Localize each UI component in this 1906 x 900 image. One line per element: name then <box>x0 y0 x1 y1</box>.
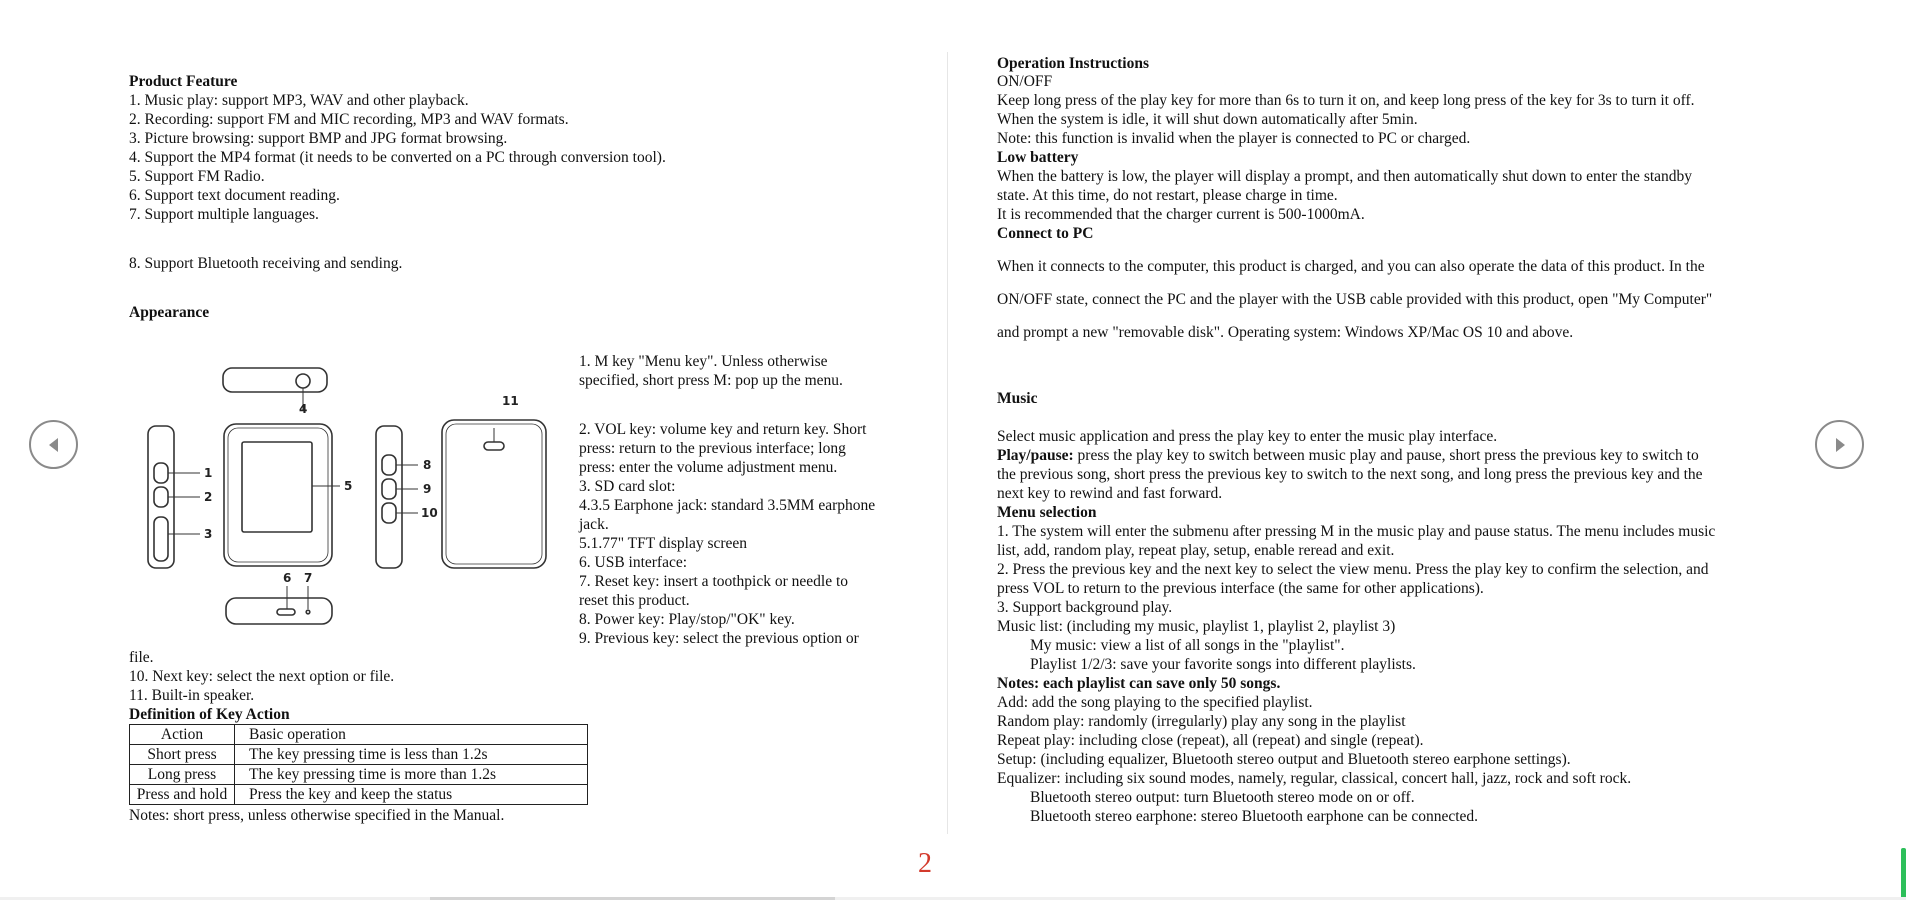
key-desc-line: press: return to the previous interface; long <box>579 440 846 457</box>
device-appearance-diagram <box>140 358 560 638</box>
key-desc-line: 10. Next key: select the next option or file. <box>129 668 395 685</box>
body-line: next key to rewind and fast forward. <box>997 485 1223 502</box>
table-header: Basic operation <box>235 725 588 745</box>
table-cell: The key pressing time is more than 1.2s <box>235 765 588 785</box>
body-line: Bluetooth stereo output: turn Bluetooth stereo mode on or off. <box>1030 789 1415 806</box>
table-cell: Press the key and keep the status <box>235 785 588 805</box>
body-line: Keep long press of the play key for more than 6s to turn it on, and keep long press of the key for 3s to turn it off. <box>997 92 1695 109</box>
reset-hole <box>306 610 310 614</box>
device-bottom-view <box>226 598 332 624</box>
low-battery-title: Low battery <box>997 149 1079 166</box>
key-desc-line: 7. Reset key: insert a toothpick or needle to <box>579 573 849 590</box>
table-header: Action <box>130 725 235 745</box>
body-line: list, add, random play, repeat play, setup, enable reread and exit. <box>997 542 1395 559</box>
table-cell: The key pressing time is less than 1.2s <box>235 745 588 765</box>
play-pause-label: Play/pause: <box>997 447 1074 464</box>
body-line: 3. Support background play. <box>997 599 1173 616</box>
key-desc-line: 6. USB interface: <box>579 554 688 571</box>
key-desc-line: 3. SD card slot: <box>579 478 676 495</box>
body-line: Equalizer: including six sound modes, namely, regular, classical, concert hall, jazz, rock and soft rock. <box>997 770 1632 787</box>
body-line: and prompt a new "removable disk". Operating system: Windows XP/Mac OS 10 and above. <box>997 324 1574 341</box>
music-title: Music <box>997 390 1038 407</box>
feature-item: 4. Support the MP4 format (it needs to be converted on a PC through conversion tool). <box>129 149 666 166</box>
connect-pc-title: Connect to PC <box>997 225 1094 242</box>
callout-label: 9 <box>423 482 432 496</box>
notes-bold-line: Notes: each playlist can save only 50 songs. <box>997 675 1281 692</box>
feature-item: 5. Support FM Radio. <box>129 168 265 185</box>
earphone-jack <box>296 374 310 388</box>
body-line: My music: view a list of all songs in the "playlist". <box>1030 637 1345 654</box>
operation-instructions-title: Operation Instructions <box>997 55 1149 72</box>
feature-item: 8. Support Bluetooth receiving and sending. <box>129 255 403 272</box>
body-line: 1. The system will enter the submenu after pressing M in the music play and pause status. The menu includes music <box>997 523 1716 540</box>
body-line: Playlist 1/2/3: save your favorite songs into different playlists. <box>1030 656 1416 673</box>
product-feature-title: Product Feature <box>129 73 238 90</box>
key-desc-line: 4.3.5 Earphone jack: standard 3.5MM earphone <box>579 497 876 514</box>
body-line: ON/OFF state, connect the PC and the player with the USB cable provided with this product, open "My Computer" <box>997 291 1713 308</box>
built-in-speaker <box>484 442 504 450</box>
menu-selection-title: Menu selection <box>997 504 1097 521</box>
body-line: 2. Press the previous key and the next key to select the view menu. Press the play key to confirm the selection, and <box>997 561 1709 578</box>
key-desc-line: jack. <box>579 516 609 533</box>
key-desc-line: press: enter the volume adjustment menu. <box>579 459 838 476</box>
callout-label: 10 <box>421 506 438 520</box>
usb-port <box>277 609 295 615</box>
callout-label: 4 <box>299 402 308 416</box>
body-line: When it connects to the computer, this product is charged, and you can also operate the data of this product. In the <box>997 258 1705 275</box>
body-line: When the battery is low, the player will display a prompt, and then automatically shut down to enter the standby <box>997 168 1693 185</box>
key-desc-line: 9. Previous key: select the previous option or <box>579 630 859 647</box>
callout-label: 6 <box>283 571 292 585</box>
callout-label: 5 <box>344 479 353 493</box>
display-screen <box>242 442 312 532</box>
feature-item: 1. Music play: support MP3, WAV and other playback. <box>129 92 469 109</box>
body-line: When the system is idle, it will shut down automatically after 5min. <box>997 111 1418 128</box>
definition-title: Definition of Key Action <box>129 706 290 723</box>
body-line: Random play: randomly (irregularly) play any song in the playlist <box>997 713 1406 730</box>
device-top-view <box>223 368 327 392</box>
appearance-title: Appearance <box>129 304 210 321</box>
table-row <box>130 745 588 765</box>
body-line: It is recommended that the charger current is 500-1000mA. <box>997 206 1365 223</box>
callout-label: 3 <box>204 527 213 541</box>
key-desc-line: reset this product. <box>579 592 690 609</box>
scrollbar-thumb[interactable] <box>1901 848 1906 900</box>
key-desc-line: specified, short press M: pop up the menu. <box>579 372 843 389</box>
body-line: Bluetooth stereo earphone: stereo Bluetooth earphone can be connected. <box>1030 808 1479 825</box>
body-line: Music list: (including my music, playlist 1, playlist 2, playlist 3) <box>997 618 1396 635</box>
play-pause-line <box>997 446 1699 465</box>
previous-page-button[interactable] <box>29 420 78 469</box>
chevron-right-icon <box>1830 435 1850 455</box>
page-divider <box>947 52 948 834</box>
callout-label: 11 <box>502 394 519 408</box>
chevron-left-icon <box>44 435 64 455</box>
body-line: Setup: (including equalizer, Bluetooth stereo output and Bluetooth stereo earphone settings). <box>997 751 1571 768</box>
play-pause-text: press the play key to switch between music play and pause, short press the previous key to switch to <box>1073 447 1699 464</box>
feature-item: 7. Support multiple languages. <box>129 206 319 223</box>
table-cell: Press and hold <box>130 785 235 805</box>
table-cell: Short press <box>130 745 235 765</box>
body-line: Repeat play: including close (repeat), all (repeat) and single (repeat). <box>997 732 1424 749</box>
key-desc-line: 11. Built-in speaker. <box>129 687 255 704</box>
key-action-table <box>129 724 588 805</box>
device-front-view <box>224 424 332 566</box>
feature-item: 2. Recording: support FM and MIC recording, MP3 and WAV formats. <box>129 111 569 128</box>
callout-label: 1 <box>204 466 213 480</box>
table-header-row <box>130 725 588 745</box>
body-line: the previous song, short press the previous key to switch to the next song, and long press the previous key and the <box>997 466 1703 483</box>
notes-line: Notes: short press, unless otherwise specified in the Manual. <box>129 807 505 824</box>
next-page-button[interactable] <box>1815 420 1864 469</box>
key-desc-line: 2. VOL key: volume key and return key. Short <box>579 421 867 438</box>
key-desc-line: 8. Power key: Play/stop/"OK" key. <box>579 611 795 628</box>
key-desc-line: 1. M key "Menu key". Unless otherwise <box>579 353 828 370</box>
feature-item: 6. Support text document reading. <box>129 187 340 204</box>
callout-label: 7 <box>304 571 313 585</box>
body-line: Select music application and press the play key to enter the music play interface. <box>997 428 1498 445</box>
page-number: 2 <box>918 848 932 879</box>
table-cell: Long press <box>130 765 235 785</box>
body-line: Add: add the song playing to the specified playlist. <box>997 694 1313 711</box>
table-row <box>130 785 588 805</box>
table-row <box>130 765 588 785</box>
key-desc-line: 5.1.77" TFT display screen <box>579 535 748 552</box>
callout-label: 8 <box>423 458 432 472</box>
body-line: press VOL to return to the previous interface (the same for other applications). <box>997 580 1484 597</box>
feature-item: 3. Picture browsing: support BMP and JPG format browsing. <box>129 130 508 147</box>
device-right-side-view <box>376 426 402 568</box>
body-line: Note: this function is invalid when the player is connected to PC or charged. <box>997 130 1471 147</box>
onoff-heading: ON/OFF <box>997 73 1053 90</box>
key-desc-line: file. <box>129 649 154 666</box>
body-line: state. At this time, do not restart, please charge in time. <box>997 187 1338 204</box>
callout-label: 2 <box>204 490 213 504</box>
